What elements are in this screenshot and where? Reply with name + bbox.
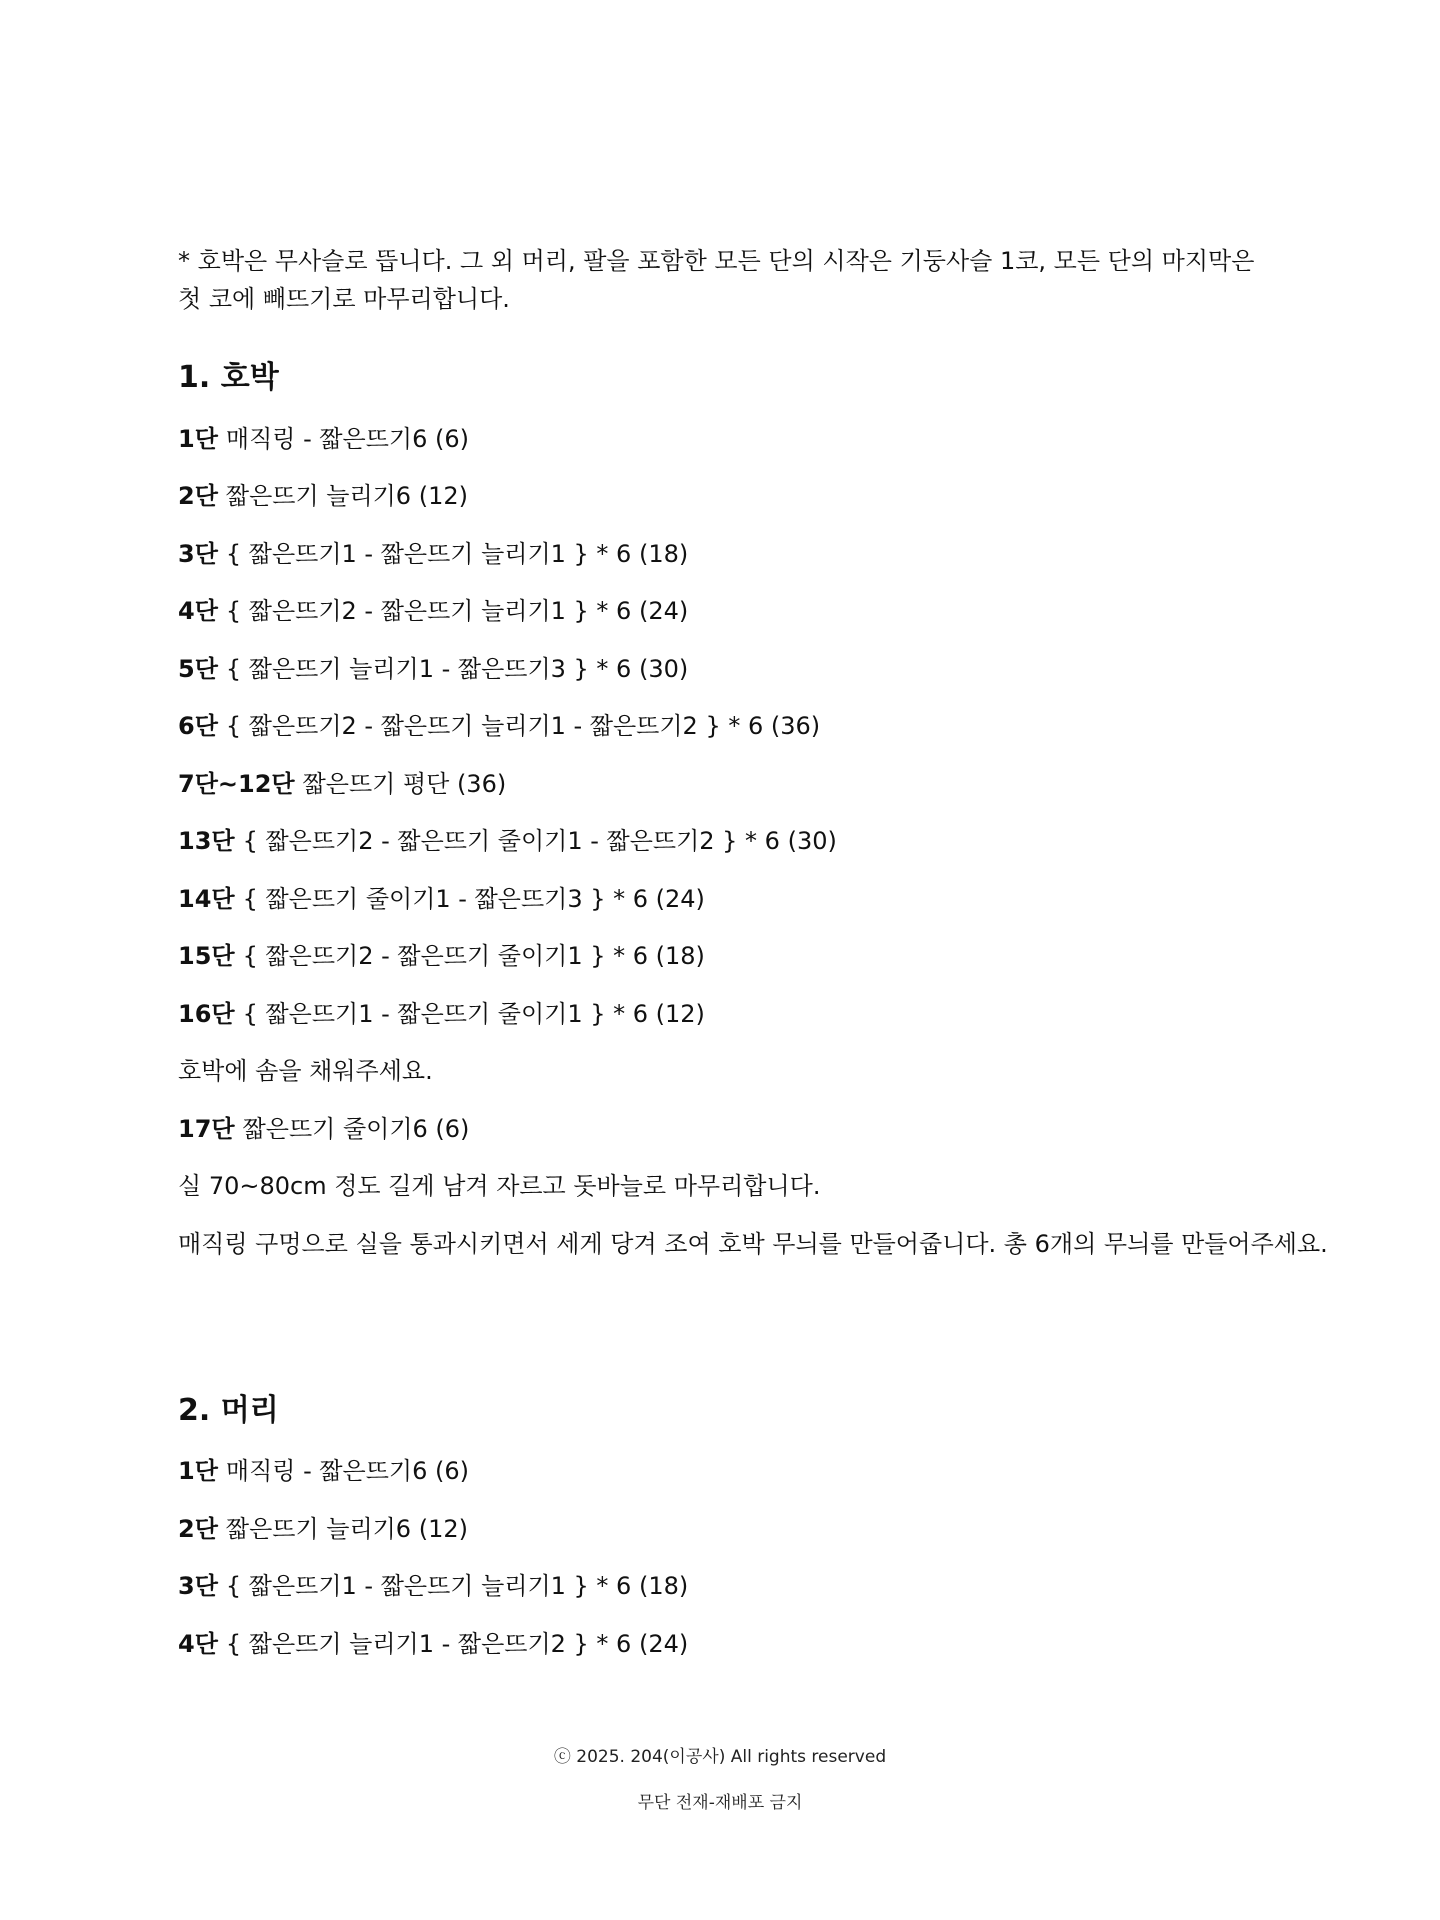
pattern-row — [178, 939, 1278, 973]
row-label: 3단 — [178, 539, 218, 568]
row-text: 매직링 - 짧은뜨기6 (6) — [225, 1457, 469, 1485]
pattern-row — [178, 1454, 1278, 1488]
pattern-row — [178, 422, 1278, 456]
pattern-row — [178, 1569, 1278, 1603]
pattern-row — [178, 594, 1278, 628]
redistribution-notice: 무단 전재-재배포 금지 — [637, 1793, 803, 1813]
pattern-row — [178, 652, 1278, 686]
row-text: 짧은뜨기 늘리기6 (12) — [225, 1514, 468, 1543]
row-label: 14단 — [178, 884, 235, 913]
row-label: 2단 — [178, 1514, 218, 1543]
row-text: 짧은뜨기 평단 (36) — [302, 769, 507, 798]
row-text: { 짧은뜨기 늘리기1 - 짧은뜨기2 } * 6 (24) — [225, 1629, 689, 1658]
pattern-row — [178, 997, 1278, 1031]
row-label: 4단 — [178, 1629, 218, 1658]
row-label: 6단 — [178, 712, 218, 740]
row-text: { 짧은뜨기2 - 짧은뜨기 늘리기1 - 짧은뜨기2 } * 6 (36) — [225, 712, 821, 740]
row-text: { 짧은뜨기2 - 짧은뜨기 줄이기1 } * 6 (18) — [242, 942, 705, 970]
row-label: 15단 — [178, 942, 235, 970]
row-text: { 짧은뜨기2 - 짧은뜨기 늘리기1 } * 6 (24) — [225, 597, 689, 625]
section-title-head: 2. 머리 — [178, 1392, 279, 1428]
row-label: 5단 — [178, 654, 218, 683]
row-text: 매직링 - 짧은뜨기6 (6) — [225, 424, 469, 453]
pattern-row — [178, 767, 1278, 801]
row-label: 7단~12단 — [178, 769, 295, 798]
row-text: { 짧은뜨기2 - 짧은뜨기 줄이기1 - 짧은뜨기2 } * 6 (30) — [242, 827, 837, 855]
pattern-content — [178, 242, 1328, 1661]
row-label: 16단 — [178, 999, 235, 1028]
pattern-row — [178, 1112, 1278, 1146]
row-label: 2단 — [178, 482, 218, 510]
row-label: 4단 — [178, 597, 218, 625]
row-label: 17단 — [178, 1114, 235, 1143]
row-text: 짧은뜨기 줄이기6 (6) — [242, 1114, 470, 1143]
copyright-footer: ⓒ 2025. 204(이공사) All rights reserved — [553, 1747, 887, 1767]
row-text: 짧은뜨기 늘리기6 (12) — [225, 482, 468, 510]
row-label: 3단 — [178, 1572, 218, 1600]
pattern-row — [178, 824, 1278, 858]
row-text: { 짧은뜨기 늘리기1 - 짧은뜨기3 } * 6 (30) — [225, 654, 689, 683]
stuffing-note: 호박에 솜을 채워주세요. — [178, 1057, 433, 1085]
pattern-row — [178, 479, 1278, 513]
pattern-row — [178, 1627, 1278, 1661]
row-text: { 짧은뜨기1 - 짧은뜨기 늘리기1 } * 6 (18) — [225, 1572, 689, 1600]
row-label: 13단 — [178, 827, 235, 855]
pattern-row — [178, 882, 1278, 916]
row-label: 1단 — [178, 1457, 218, 1485]
row-text: { 짧은뜨기1 - 짧은뜨기 줄이기1 } * 6 (12) — [242, 999, 705, 1028]
pattern-row — [178, 537, 1278, 571]
finish-note: 실 70~80cm 정도 길게 남겨 자르고 돗바늘로 마무리합니다. — [178, 1172, 821, 1200]
pattern-note: 매직링 구멍으로 실을 통과시키면서 세게 당겨 조여 호박 무늬를 만들어줍니다. 총 6개의 무늬를 만들어주세요. — [178, 1229, 1328, 1258]
pattern-row — [178, 1512, 1278, 1546]
row-text: { 짧은뜨기1 - 짧은뜨기 늘리기1 } * 6 (18) — [225, 539, 689, 568]
row-text: { 짧은뜨기 줄이기1 - 짧은뜨기3 } * 6 (24) — [242, 884, 705, 913]
row-label: 1단 — [178, 424, 218, 453]
section-title-pumpkin: 1. 호박 — [178, 360, 279, 395]
intro-note: * 호박은 무사슬로 뜹니다. 그 외 머리, 팔을 포함한 모든 단의 시작은 기둥사슬 1코, 모든 단의 마지막은 첫 코에 빼뜨기로 마무리합니다. — [178, 247, 1255, 313]
pattern-row — [178, 709, 1278, 743]
